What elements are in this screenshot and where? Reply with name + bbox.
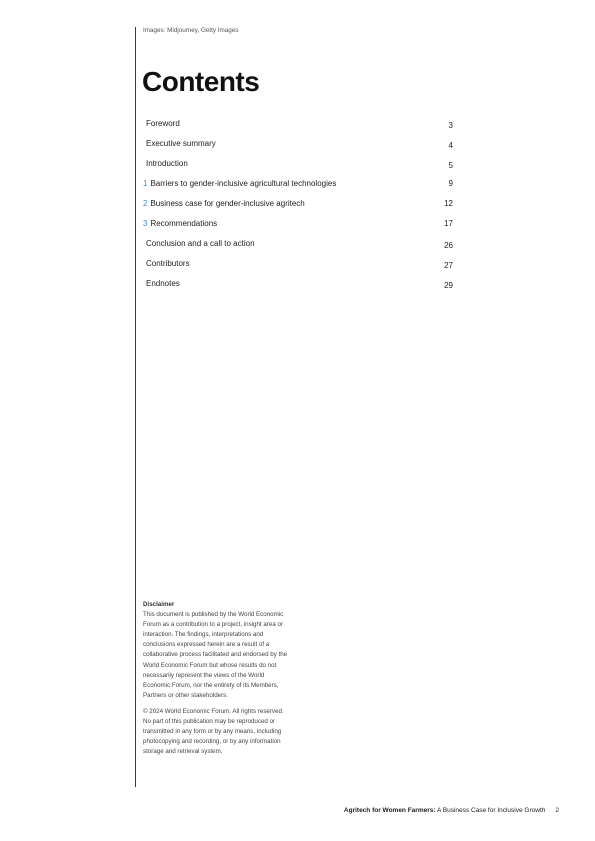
toc-item-endnotes[interactable] bbox=[143, 279, 453, 299]
toc-item-page: 12 bbox=[444, 199, 453, 208]
toc-item-number: 3 bbox=[143, 219, 148, 228]
toc-item-label: Endnotes bbox=[146, 279, 180, 288]
page-footer bbox=[344, 807, 559, 814]
toc-item-label: Contributors bbox=[146, 259, 190, 268]
toc-item-contributors[interactable] bbox=[143, 259, 453, 279]
toc-item-page: 9 bbox=[448, 179, 453, 188]
disclaimer-heading: Disclaimer bbox=[143, 601, 175, 608]
image-credits: Images: Midjourney, Getty Images bbox=[143, 27, 239, 34]
toc-item-page: 3 bbox=[448, 121, 453, 130]
toc-item-conclusion[interactable] bbox=[143, 239, 453, 259]
table-of-contents bbox=[143, 119, 453, 299]
disclaimer-body: This document is published by the World Economic Forum as a contribution to a project, insight area or interaction. The findings, interpretations and conclusions expressed herein are a result of a collaborative process facilitated and endorsed by the World Economic Forum but whose results do not necessarily represent the views of the World Economic Forum, nor the entirety of its Members, Partners or other stakeholders. bbox=[143, 611, 288, 699]
page-number: 2 bbox=[555, 807, 559, 814]
toc-item-page: 5 bbox=[448, 161, 453, 170]
toc-item-barriers[interactable] bbox=[143, 179, 453, 199]
toc-item-business-case[interactable] bbox=[143, 199, 453, 219]
toc-item-label: Conclusion and a call to action bbox=[146, 239, 255, 248]
toc-item-label: Barriers to gender-inclusive agricultural technologies bbox=[150, 179, 337, 188]
toc-item-number: 2 bbox=[143, 199, 148, 208]
toc-item-page: 4 bbox=[448, 141, 453, 150]
vertical-rule bbox=[135, 27, 136, 787]
copyright-notice: © 2024 World Economic Forum. All rights reserved. No part of this publication may be reproduced or transmitted in any form or by any means, including photocopying and recording, or by any information storage and retrieval system. bbox=[143, 707, 284, 756]
page-title: Contents bbox=[142, 66, 260, 97]
toc-item-page: 17 bbox=[444, 219, 453, 228]
toc-item-label: Executive summary bbox=[146, 139, 216, 148]
toc-item-label: Business case for gender-inclusive agritech bbox=[150, 199, 305, 208]
toc-item-number: 1 bbox=[143, 179, 148, 188]
footer-title bbox=[344, 807, 545, 814]
toc-item-label: Introduction bbox=[146, 159, 188, 168]
toc-item-page: 29 bbox=[444, 281, 453, 290]
toc-item-foreword[interactable] bbox=[143, 119, 453, 139]
footer-title-rest: A Business Case for Inclusive Growth bbox=[436, 807, 546, 814]
toc-item-label: Foreword bbox=[146, 119, 180, 128]
toc-item-label: Recommendations bbox=[150, 219, 218, 228]
toc-item-recommendations[interactable] bbox=[143, 219, 453, 239]
disclaimer bbox=[143, 600, 288, 757]
toc-item-page: 26 bbox=[444, 241, 453, 250]
toc-item-page: 27 bbox=[444, 261, 453, 270]
toc-item-executive-summary[interactable] bbox=[143, 139, 453, 159]
toc-item-introduction[interactable] bbox=[143, 159, 453, 179]
footer-title-bold: Agritech for Women Farmers: bbox=[343, 807, 436, 814]
